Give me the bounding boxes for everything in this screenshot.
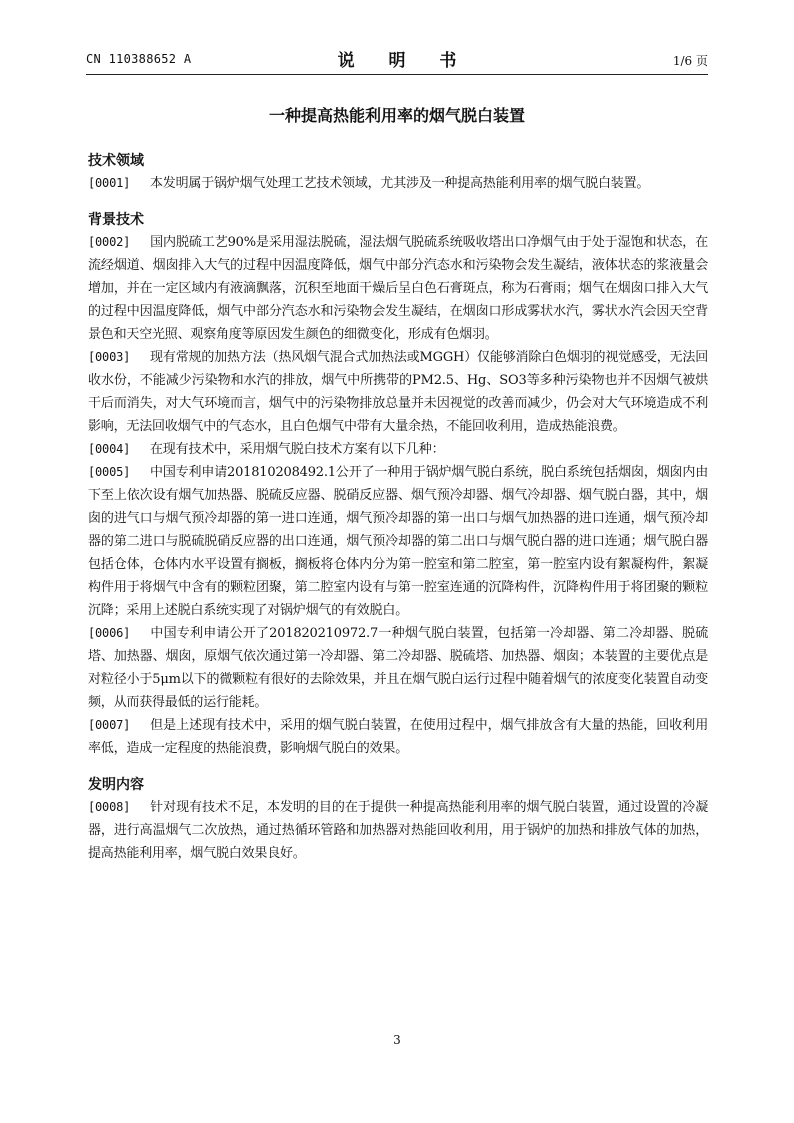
document-type: 说 明 书 xyxy=(337,51,471,71)
paragraph xyxy=(88,172,708,195)
paragraph-number: [0008] xyxy=(88,800,131,814)
paragraph xyxy=(88,714,708,760)
paragraph-number: [0006] xyxy=(88,626,131,640)
paragraph-text: 中国专利申请201810208492.1公开了一种用于锅炉烟气脱白系统，脱白系统包括烟囱，烟囱内由下至上依次设有烟气加热器、脱硫反应器、脱硝反应器、烟气预冷却器、烟气冷却器、烟气脱白器，其中，烟囱的进气口与烟气预冷却器的第一进口连通，烟气预冷却器的第一出口与烟气加热器的进口连通，烟气预冷却器的第二进口与脱硫脱硝反应器的出口连通，烟气预冷却器的第二出口与烟气脱白器的进口连通；烟气脱白器包括仓体，仓体内水平设置有搁板，搁板将仓体内分为第一腔室和第二腔室，第一腔室内设有絮凝构件，絮凝构件用于将烟气中含有的颗粒团聚，第二腔室内设有与第一腔室连通的沉降构件，沉降构件用于将团聚的颗粒沉降；采用上述脱白系统实现了对锅炉烟气的有效脱白。 xyxy=(88,465,708,618)
page-header xyxy=(86,46,708,72)
document-body xyxy=(88,150,708,865)
paragraph-number: [0007] xyxy=(88,718,131,732)
paragraph-text: 本发明属于锅炉烟气处理工艺技术领域，尤其涉及一种提高热能利用率的烟气脱白装置。 xyxy=(150,176,650,191)
paragraph-text: 但是上述现有技术中，采用的烟气脱白装置，在使用过程中，烟气排放含有大量的热能，回收利用率低，造成一定程度的热能浪费，影响烟气脱白的效果。 xyxy=(88,718,708,756)
paragraph xyxy=(88,622,708,714)
paragraph-number: [0003] xyxy=(88,350,131,364)
page-info: 1/6 页 xyxy=(672,54,708,68)
paragraph xyxy=(88,796,708,865)
header-divider xyxy=(86,74,708,75)
section-heading: 技术领域 xyxy=(88,153,144,169)
paragraph-text: 在现有技术中，采用烟气脱白技术方案有以下几种： xyxy=(150,442,445,457)
document-title: 一种提高热能利用率的烟气脱白装置 xyxy=(268,106,525,125)
paragraph-number: [0005] xyxy=(88,465,131,479)
paragraph-text: 现有常规的加热方法（热风烟气混合式加热法或MGGH）仅能够消除白色烟羽的视觉感受，无法回收水份，不能减少污染物和水汽的排放，烟气中所携带的PM2.5、Hg、SO3等多种污染物也并不因烟气被烘干后而消失，对大气环境而言，烟气中的污染物排放总量并未因视觉的改善而减少，仍会对大气环境造成不利影响，无法回收烟气中的气态水，且白色烟气中带有大量余热，不能回收利用，造成热能浪费。 xyxy=(88,350,708,434)
paragraph xyxy=(88,231,708,346)
page-number: 3 xyxy=(393,1033,401,1047)
section-heading: 发明内容 xyxy=(88,777,144,793)
section-heading: 背景技术 xyxy=(88,212,144,228)
paragraph-text: 国内脱硫工艺90%是采用湿法脱硫，湿法烟气脱硫系统吸收塔出口净烟气由于处于湿饱和状态，在流经烟道、烟囱排入大气的过程中因温度降低，烟气中部分汽态水和污染物会发生凝结，液体状态的浆液量会增加，并在一定区域内有液滴飘落，沉积至地面干燥后呈白色石膏斑点，称为石膏雨；烟气在烟囱口排入大气的过程中因温度降低，烟气中部分汽态水和污染物会发生凝结，在烟囱口形成雾状水汽，雾状水汽会因天空背景色和天空光照、观察角度等原因发生颜色的细微变化，形成有色烟羽。 xyxy=(88,235,708,342)
paragraph xyxy=(88,346,708,438)
paragraph-number: [0002] xyxy=(88,235,131,249)
paragraph xyxy=(88,438,708,461)
publication-number: CN 110388652 A xyxy=(86,52,192,66)
paragraph xyxy=(88,461,708,622)
paragraph-number: [0001] xyxy=(88,176,131,190)
paragraph-text: 针对现有技术不足，本发明的目的在于提供一种提高热能利用率的烟气脱白装置，通过设置的冷凝器，进行高温烟气二次放热，通过热循环管路和加热器对热能回收利用，用于锅炉的加热和排放气体的加热，提高热能利用率，烟气脱白效果良好。 xyxy=(88,800,708,861)
paragraph-text: 中国专利申请公开了201820210972.7一种烟气脱白装置，包括第一冷却器、第二冷却器、脱硫塔、加热器、烟囱，原烟气依次通过第一冷却器、第二冷却器、脱硫塔、加热器、烟囱；本装置的主要优点是对粒径小于5μm以下的微颗粒有很好的去除效果，并且在烟气脱白运行过程中随着烟气的浓度变化装置自动变频，从而获得最低的运行能耗。 xyxy=(88,626,708,710)
paragraph-number: [0004] xyxy=(88,442,131,456)
